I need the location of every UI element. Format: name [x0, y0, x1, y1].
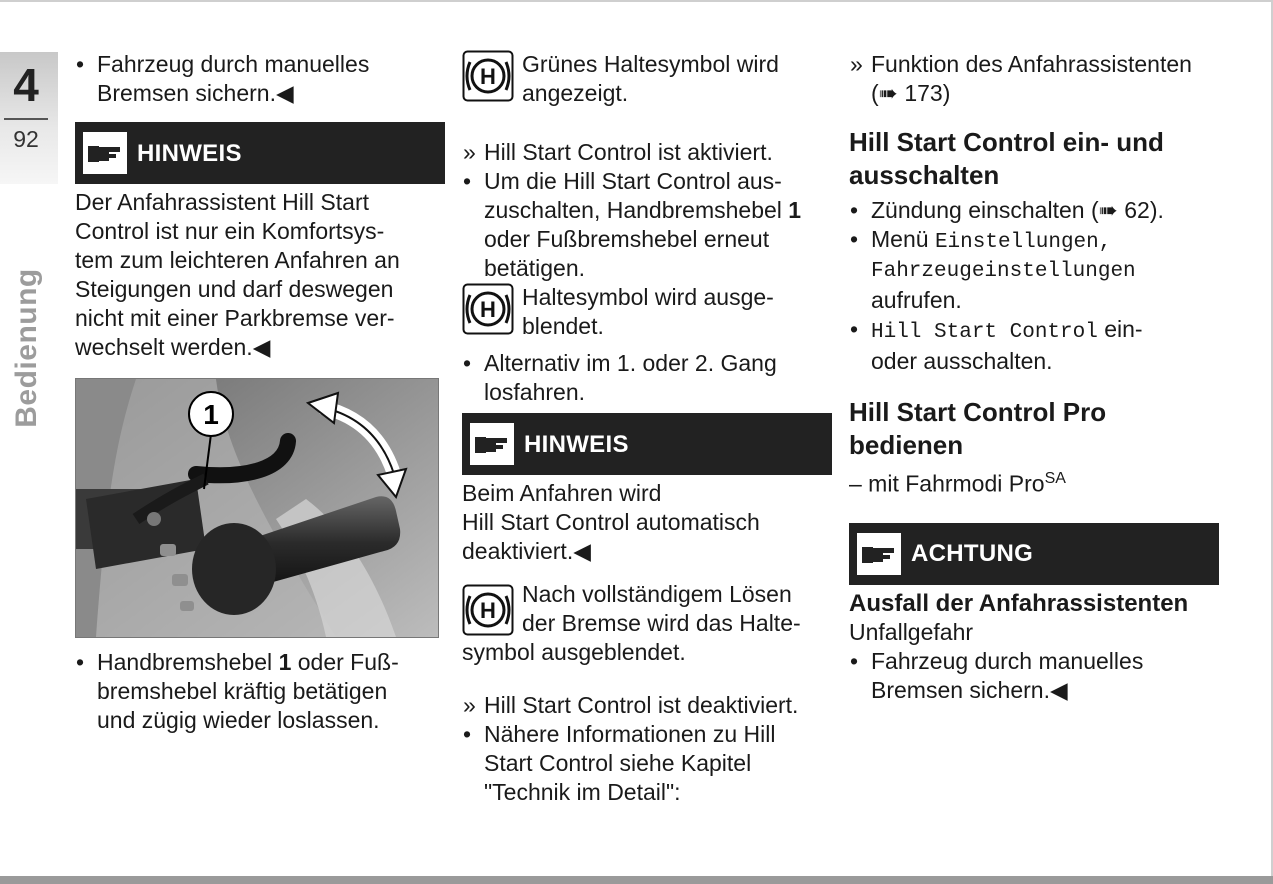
release-brake-row: [462, 580, 832, 667]
chapter-number: 4: [13, 59, 39, 111]
text-segment: Handbremshebel: [97, 649, 279, 675]
special-accessory-mark: SA: [1044, 470, 1066, 487]
bullet-text: Fahrzeug durch manuelles Bremsen sichern.◀: [97, 51, 370, 106]
column-1: [75, 50, 445, 735]
svg-text:H: H: [480, 64, 496, 89]
page-border-top: [0, 0, 1273, 2]
bullet-secure-vehicle: [75, 50, 445, 108]
text-line: oder Fußbremshebel erneut: [484, 226, 770, 252]
text-line: Beim Anfahren wird: [462, 480, 662, 506]
text-segment: oder Fuß-: [291, 649, 399, 675]
text-line: symbol ausgeblendet.: [462, 639, 686, 665]
bullet-alternative-gear: [462, 349, 832, 407]
text-line: aufrufen.: [871, 287, 962, 313]
figure-callout-1: 1: [203, 399, 219, 430]
failure-title: Ausfall der Anfahrassistenten: [849, 589, 1189, 617]
hinweis-box: [75, 122, 445, 184]
lever-reference: 1: [278, 649, 292, 675]
hold-symbol-icon: [462, 283, 514, 335]
achtung-label: ACHTUNG: [911, 540, 1034, 568]
menu-path-vehicle-settings: Fahrzeugeinstellungen: [871, 260, 1136, 283]
bullet-text: Zündung einschalten (➠ 62).: [871, 197, 1164, 223]
risk-text: Unfallgefahr: [849, 618, 974, 645]
text-line: tem zum leichteren Anfahren an: [75, 247, 400, 273]
achtung-box: [849, 523, 1219, 585]
bullet-switch-off: [462, 167, 832, 283]
heading-switch-on-off: [849, 126, 1219, 192]
text-line: der Bremse wird das Halte-: [522, 610, 801, 636]
heading-line: Hill Start Control Pro: [849, 397, 1107, 427]
heading-line: bedienen: [849, 430, 964, 460]
pointing-hand-icon: [857, 533, 901, 575]
text-line: » Funktion des Anfahrassistenten: [871, 51, 1192, 77]
page-number: 92: [13, 126, 39, 152]
text-line: angezeigt.: [522, 80, 629, 106]
bullet-apply-brake: [75, 648, 445, 735]
menu-path-settings: Einstellungen,: [934, 231, 1112, 254]
pointing-hand-icon: [470, 423, 514, 465]
text-line: • Um die Hill Start Control aus-: [484, 168, 782, 194]
chapter-divider: [4, 118, 48, 120]
hinweis-text: [75, 188, 445, 362]
text-segment: – mit Fahrmodi Pro: [849, 470, 1045, 497]
hinweis-label: HINWEIS: [524, 430, 629, 458]
heading-line: Hill Start Control ein- und: [849, 127, 1164, 157]
text-line: • Nähere Informationen zu Hill: [484, 721, 776, 747]
pro-note: [849, 464, 1219, 499]
column-3: [849, 50, 1219, 705]
result-function-reference: [849, 50, 1219, 108]
page-reference-link[interactable]: (➠ 173): [871, 80, 951, 106]
text-line: Nach vollständigem Lösen: [522, 581, 792, 607]
text-line: "Technik im Detail":: [484, 779, 681, 805]
text-line: Steigungen und darf deswegen: [75, 276, 394, 302]
hinweis-text: [462, 479, 832, 566]
result-activated: » Hill Start Control ist aktiviert.: [462, 138, 832, 167]
text-line: blendet.: [522, 313, 604, 339]
column-2: [462, 50, 832, 807]
text-segment: ein-: [1097, 316, 1143, 342]
menu-item-hill-start-control: Hill Start Control: [871, 321, 1098, 344]
text-line: Grünes Haltesymbol wird: [522, 51, 779, 77]
text-line: betätigen.: [484, 255, 586, 281]
result-deactivated: » Hill Start Control ist deaktiviert.: [462, 691, 832, 720]
svg-text:H: H: [480, 297, 496, 322]
hold-symbol-icon: [462, 50, 514, 102]
text-line: Control ist nur ein Komfortsys-: [75, 218, 385, 244]
section-label: Bedienung: [10, 268, 43, 428]
text-line: losfahren.: [484, 379, 586, 405]
chapter-tab: [0, 52, 58, 184]
text-line: und zügig wieder loslassen.: [97, 707, 380, 733]
text-line: nicht mit einer Parkbremse ver-: [75, 305, 395, 331]
hold-symbol-icon: [462, 584, 514, 636]
bullet-more-info: [462, 720, 832, 807]
text-line: deaktiviert.◀: [462, 538, 591, 564]
text-line: Hill Start Control automatisch: [462, 509, 760, 535]
hinweis-label: HINWEIS: [137, 139, 242, 167]
handlebar-lever-photo: [75, 378, 439, 638]
lever-reference: 1: [788, 197, 802, 223]
pointing-hand-icon: [83, 132, 127, 174]
text-line: bremshebel kräftig betätigen: [97, 678, 388, 704]
text-line: • Alternativ im 1. oder 2. Gang: [484, 350, 777, 376]
text-line: oder ausschalten.: [871, 348, 1053, 374]
bullet-ignition: [849, 196, 1219, 225]
bullet-menu: [849, 225, 1219, 315]
text-line: • Fahrzeug durch manuelles: [871, 647, 1144, 674]
bullet-secure-vehicle: [849, 647, 1219, 705]
text-line: Bremsen sichern.◀: [871, 676, 1068, 703]
hinweis-box: [462, 413, 832, 475]
text-line: wechselt werden.◀: [75, 334, 271, 360]
text-line: Haltesymbol wird ausge-: [522, 284, 774, 310]
page-border-bottom: [0, 876, 1273, 884]
text-line: Der Anfahrassistent Hill Start: [75, 189, 370, 215]
hold-symbol-hidden-row: [462, 283, 832, 341]
heading-hsc-pro: [849, 396, 1219, 462]
text-segment: Menü: [871, 226, 935, 252]
heading-line: ausschalten: [849, 160, 1000, 190]
green-hold-symbol-row: [462, 50, 832, 108]
bullet-hsc-toggle: [849, 315, 1219, 376]
svg-text:H: H: [480, 598, 496, 623]
text-segment: zuschalten, Handbremshebel: [484, 197, 789, 223]
text-line: Start Control siehe Kapitel: [484, 750, 752, 776]
